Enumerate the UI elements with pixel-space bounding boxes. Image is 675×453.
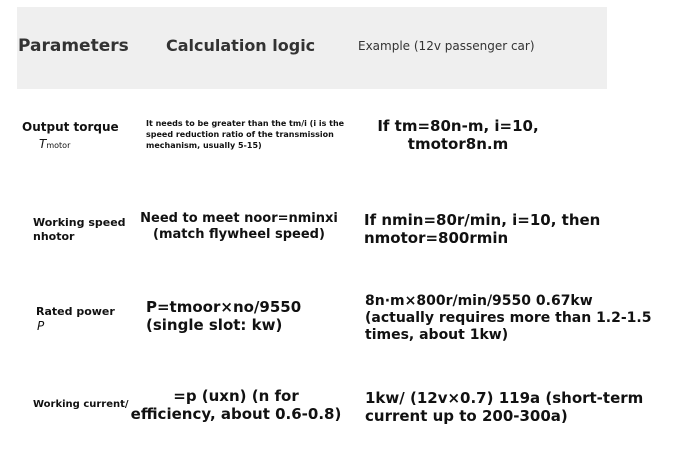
example-working-current: 1kw/ (12v×0.7) 119a (short-term current up to 200-300a) xyxy=(365,389,644,425)
header-calculation-logic: Calculation logic xyxy=(166,36,316,55)
example-rated-power: 8n·m×800r/min/9550 0.67kw (actually requires more than 1.2-1.5 times, about 1kw) xyxy=(365,293,652,343)
param-rated-power: Rated power xyxy=(36,305,115,318)
logic-rated-power: P=tmoor×no/9550 (single slot: kw) xyxy=(146,298,302,334)
logic-output-torque: It needs to be greater than the tm/i (i is the speed reduction ratio of the transmission mechanism, usually 5-15) xyxy=(146,119,345,150)
logic-working-current: =p (uxn) (n for efficiency, about 0.6-0.8) xyxy=(130,387,342,423)
param-working-current: Working current/ xyxy=(33,399,129,410)
param-working-speed: Working speed nhotor xyxy=(33,216,126,243)
logic-working-speed: Need to meet noor=nminxi (match flywheel speed) xyxy=(140,211,338,242)
symbol-power: P xyxy=(37,319,45,333)
header-example: Example (12v passenger car) xyxy=(358,39,535,53)
example-output-torque: If tm=80n-m, i=10, tmotor8n.m xyxy=(377,117,539,153)
header-parameters: Parameters xyxy=(18,36,129,56)
example-working-speed: If nmin=80r/min, i=10, then nmotor=800rmin xyxy=(364,211,601,247)
param-output-torque: Output torque xyxy=(22,120,119,134)
symbol-torque: Tmotor xyxy=(39,137,71,151)
